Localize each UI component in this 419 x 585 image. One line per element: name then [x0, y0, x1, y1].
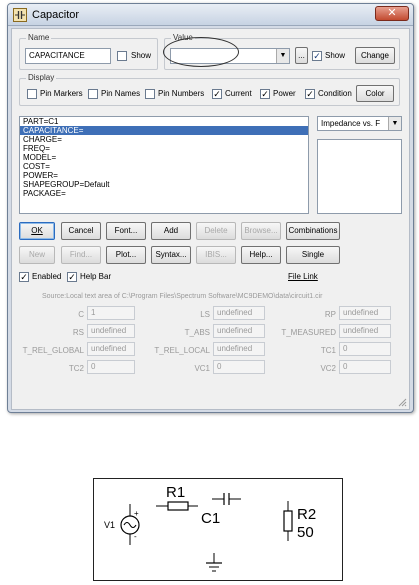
ibis-button-label: IBIS... [205, 250, 227, 259]
add-button[interactable] [151, 222, 191, 240]
param-label-tc2: TC2 [68, 364, 84, 373]
display-group [19, 73, 400, 106]
r2-value: 50 [297, 524, 314, 541]
display-group-label: Display [28, 73, 55, 82]
browse-button[interactable] [241, 222, 281, 240]
param-field-tc1[interactable]: 0 [339, 342, 391, 356]
change-button[interactable]: Change [355, 47, 395, 64]
single-button-label: Single [301, 250, 325, 259]
delete-button-label: Delete [204, 226, 228, 235]
browse-button-label: Browse... [244, 226, 278, 235]
font-button[interactable] [106, 222, 146, 240]
name-field[interactable]: CAPACITANCE [25, 48, 111, 64]
plot-type-select[interactable] [317, 116, 402, 131]
param-field-t-measured[interactable]: undefined [339, 324, 391, 338]
list-item[interactable]: CHARGE= [23, 135, 62, 144]
pin-names-label: Pin Names [101, 89, 141, 98]
file-link[interactable]: File Link [288, 272, 318, 281]
pin-names-checkbox[interactable] [88, 89, 98, 99]
list-item[interactable]: PACKAGE= [23, 189, 66, 198]
title-bar[interactable] [8, 4, 413, 26]
name-show-checkbox[interactable] [117, 51, 127, 61]
list-item[interactable]: SHAPEGROUP=Default [23, 180, 110, 189]
list-item[interactable]: FREQ= [23, 144, 50, 153]
plot-button[interactable] [106, 246, 146, 264]
param-label-rs: RS [72, 328, 84, 337]
v1-plus-sign: + [134, 509, 139, 518]
param-field-ls[interactable]: undefined [213, 306, 265, 320]
param-label-t-measured: T_MEASURED [281, 328, 336, 337]
new-button-label: New [28, 250, 45, 259]
help-button[interactable] [241, 246, 281, 264]
name-group-label: Name [28, 33, 50, 42]
plot-dropdown-arrow-icon[interactable]: ▼ [388, 117, 401, 130]
param-label-vc1: VC1 [194, 364, 210, 373]
param-label-ls: LS [200, 310, 210, 319]
param-field-vc2[interactable]: 0 [339, 360, 391, 374]
list-item[interactable]: CAPACITANCE= [20, 126, 308, 135]
dialog-title: Capacitor [32, 9, 80, 21]
power-label: Power [273, 89, 296, 98]
ok-button[interactable] [19, 222, 55, 240]
new-button[interactable] [19, 246, 55, 264]
plot-type-value: Impedance vs. F [321, 119, 381, 128]
param-label-t-rel-local: T_REL_LOCAL [154, 346, 210, 355]
v1-label: V1 [104, 520, 116, 530]
list-item[interactable]: MODEL= [23, 153, 57, 162]
cancel-button-label: Cancel [68, 226, 94, 235]
capacitor-app-icon [13, 8, 27, 22]
pin-markers-label: Pin Markers [40, 89, 83, 98]
value-show-label: Show [325, 51, 346, 60]
plot-button-label: Plot... [115, 250, 137, 259]
param-label-vc2: VC2 [320, 364, 336, 373]
annotation-oval [163, 37, 239, 67]
enabled-label: Enabled [32, 272, 62, 281]
name-group [19, 33, 158, 70]
list-item[interactable]: POWER= [23, 171, 58, 180]
condition-checkbox[interactable]: ✓ [306, 89, 314, 99]
pin-numbers-label: Pin Numbers [158, 89, 205, 98]
list-item[interactable]: PART=C1 [23, 117, 59, 126]
param-label-tc1: TC1 [320, 346, 336, 355]
param-field-c[interactable]: 1 [87, 306, 135, 320]
param-label-c: C [78, 310, 84, 319]
power-checkbox[interactable]: ✓ [261, 89, 269, 99]
param-field-t-rel-local[interactable]: undefined [213, 342, 265, 356]
add-button-label: Add [163, 226, 179, 235]
attribute-list[interactable] [19, 116, 309, 214]
single-button[interactable] [286, 246, 340, 264]
pin-numbers-checkbox[interactable] [145, 89, 155, 99]
list-item[interactable]: COST= [23, 162, 50, 171]
help-button-label: Help... [249, 250, 273, 259]
param-field-tc2[interactable]: 0 [87, 360, 135, 374]
syntax-button[interactable] [151, 246, 191, 264]
param-field-t-abs[interactable]: undefined [213, 324, 265, 338]
source-text: Source:Local text area of C:\Program Files\Spectrum Software\MC9DEMO\data\circuit1.cir [42, 293, 323, 300]
param-label-rp: RP [324, 310, 336, 319]
c1-label: C1 [201, 510, 221, 527]
r1-label: R1 [166, 484, 186, 501]
close-button[interactable] [375, 6, 409, 21]
dialog-body [11, 28, 410, 410]
value-browse-button[interactable]: ... [295, 47, 308, 64]
condition-label: Condition [318, 89, 352, 98]
param-field-rp[interactable]: undefined [339, 306, 391, 320]
param-label-t-abs: T_ABS [184, 328, 210, 337]
find-button-label: Find... [69, 250, 93, 259]
help-bar-label: Help Bar [80, 272, 112, 281]
value-show-checkbox[interactable]: ✓ [313, 51, 321, 61]
help-bar-checkbox[interactable]: ✓ [68, 272, 76, 282]
close-icon: ✕ [387, 7, 397, 19]
find-button[interactable] [61, 246, 101, 264]
ok-button-label: OK [31, 226, 43, 235]
combinations-button[interactable] [286, 222, 340, 240]
param-field-rs[interactable]: undefined [87, 324, 135, 338]
current-checkbox[interactable]: ✓ [213, 89, 221, 99]
param-field-vc1[interactable]: 0 [213, 360, 265, 374]
value-dropdown-arrow-icon[interactable]: ▼ [276, 49, 289, 63]
schematic-canvas [93, 478, 343, 581]
name-show-label: Show [131, 51, 152, 60]
syntax-button-label: Syntax... [155, 250, 187, 259]
pin-markers-checkbox[interactable] [27, 89, 37, 99]
resize-grip-icon[interactable] [397, 397, 407, 407]
param-field-t-rel-global[interactable]: undefined [87, 342, 135, 356]
combinations-button-label: Combinations [288, 226, 338, 235]
cancel-button[interactable] [61, 222, 101, 240]
delete-button[interactable] [196, 222, 236, 240]
font-button-label: Font... [114, 226, 138, 235]
value-group-label: Value [173, 33, 193, 42]
r2-label: R2 [297, 506, 317, 523]
ibis-button[interactable] [196, 246, 236, 264]
enabled-checkbox[interactable]: ✓ [20, 272, 28, 282]
v1-minus-sign: - [134, 532, 137, 541]
current-label: Current [225, 89, 252, 98]
plot-preview-box [317, 139, 402, 214]
param-label-t-rel-global: T_REL_GLOBAL [22, 346, 84, 355]
color-button[interactable]: Color [356, 85, 394, 102]
